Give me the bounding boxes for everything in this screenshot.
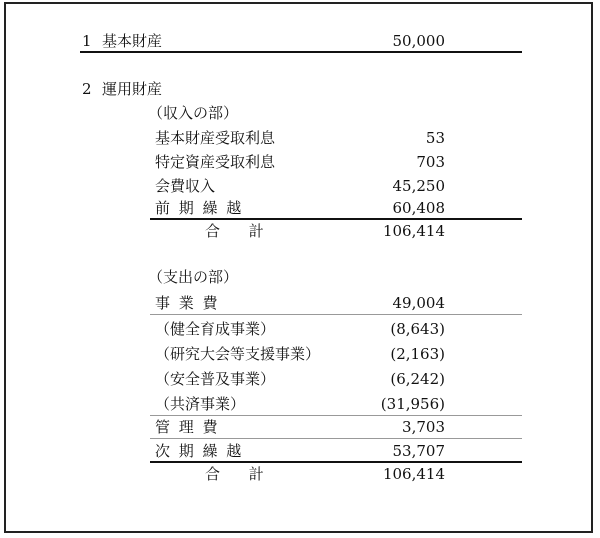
- expense-subrow-label: （健全育成事業）: [155, 320, 276, 338]
- expense-divider: [150, 415, 522, 416]
- expense-row-label: 次 期 繰 越: [155, 442, 244, 460]
- income-heading: （収入の部）: [148, 104, 239, 122]
- expense-row-value: 53,707: [392, 442, 445, 460]
- expense-total-label: 合 計: [205, 465, 276, 483]
- section1-underline: [80, 51, 522, 53]
- section1-value: 50,000: [392, 32, 445, 50]
- income-row-label: 基本財産受取利息: [155, 129, 276, 147]
- document-frame: [4, 2, 593, 533]
- expense-subrow-label: （安全普及事業）: [155, 370, 276, 388]
- section2-number: 2: [82, 80, 92, 98]
- expense-row-value: 3,703: [402, 418, 445, 436]
- income-row-value: 45,250: [392, 177, 445, 195]
- section1-number: 1: [82, 32, 92, 50]
- income-total-rule: [150, 218, 522, 220]
- income-row-label: 会費収入: [155, 177, 216, 195]
- expense-subrow-value: (31,956): [380, 395, 445, 413]
- income-row-label: 特定資産受取利息: [155, 153, 276, 171]
- expense-row-label: 事 業 費: [155, 294, 220, 312]
- expense-total-rule: [150, 461, 522, 463]
- income-row-value: 53: [425, 129, 445, 147]
- expense-heading: （支出の部）: [148, 268, 239, 286]
- expense-subrow-value: (6,242): [390, 370, 445, 388]
- section2-label: 運用財産: [102, 80, 163, 98]
- expense-row-value: 49,004: [392, 294, 445, 312]
- expense-subrow-value: (2,163): [390, 345, 445, 363]
- income-total-value: 106,414: [382, 222, 445, 240]
- income-row-value: 703: [416, 153, 445, 171]
- income-row-label: 前 期 繰 越: [155, 199, 244, 217]
- expense-subrow-label: （研究大会等支援事業）: [155, 345, 321, 363]
- expense-total-value: 106,414: [382, 465, 445, 483]
- expense-divider: [150, 438, 522, 439]
- expense-row-label: 管 理 費: [155, 418, 220, 436]
- expense-divider: [150, 314, 522, 315]
- expense-subrow-value: (8,643): [390, 320, 445, 338]
- section1-label: 基本財産: [102, 32, 163, 50]
- income-row-value: 60,408: [392, 199, 445, 217]
- expense-subrow-label: （共済事業）: [155, 395, 246, 413]
- income-total-label: 合 計: [205, 222, 276, 240]
